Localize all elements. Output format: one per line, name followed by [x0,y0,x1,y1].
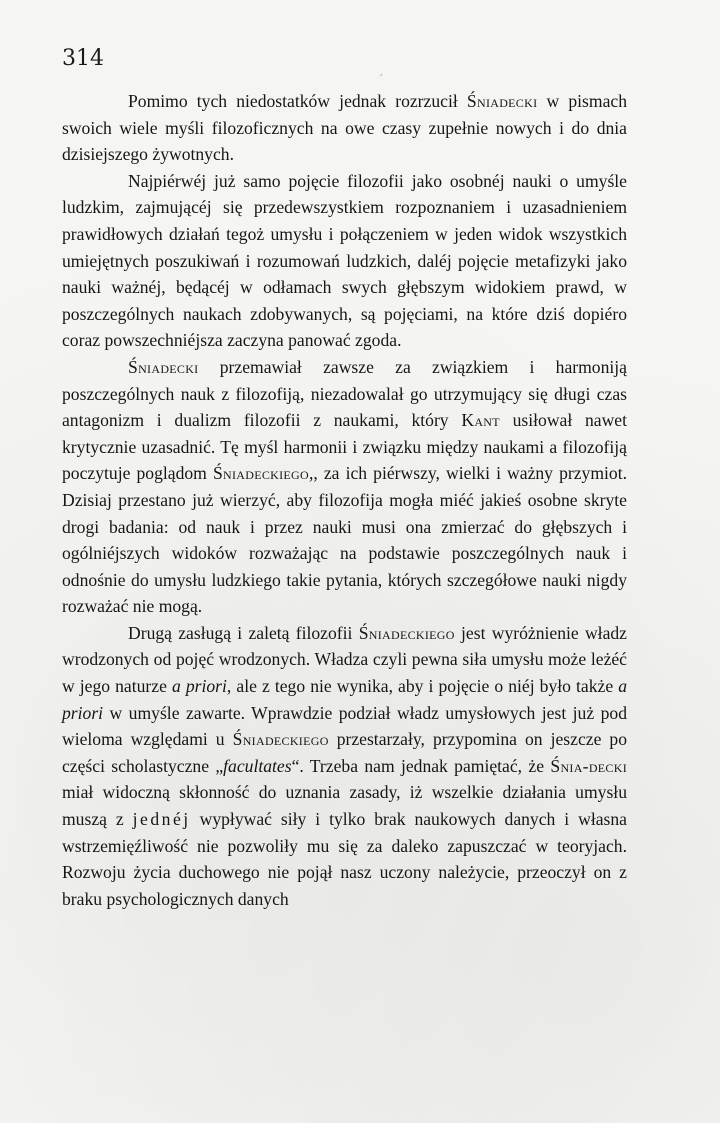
text-run-em: facultates [223,755,292,776]
text-run-sc: Śniadeckiego [358,622,455,643]
text-run: w umyśle zawarte. Wprawdzie podział władz umysłowych jest już pod wieloma względami u [62,702,627,750]
text-run: jest wyróżnienie władz wrodzonych od pojęć wrodzonych. Władza czyli pewna siła umysłu może leżéć w jego naturze [62,622,627,697]
text-run: Drugą zasługą i zaletą filozofii [128,622,359,643]
text-run: przemawiał zawsze za związkiem i harmoniją poszczególnych nauk z filozofiją, niezadowalał go utrzymujący się długi czas antagonizm i dualizm filozofii z naukami, który [62,356,627,431]
text-run: usiłował nawet krytycznie uzasadnić. Tę myśl harmonii i związku między naukami a filozofiją poczytuje poglądom [62,410,627,484]
body-text [62,88,627,912]
paragraph [62,354,627,620]
text-run-em: a priori [62,676,627,723]
text-run-sc: Śniadeckiego [212,463,309,484]
text-run-sc: Śniadecki [128,356,199,377]
paragraph [62,620,627,913]
page-number: 314 [62,46,104,71]
text-run-sc: Kant [461,410,500,431]
text-run-sc: Śniadecki [466,91,538,111]
text-run: , ale z tego nie wynika, aby i pojęcie o niéj było także [226,676,619,697]
text-run: w pismach swoich wiele myśli filozoficznych na owe czasy zupełnie nowych i do dnia dzisiejszego żywotnych. [62,91,628,165]
paragraph [62,168,627,354]
paragraph [62,88,627,168]
text-run: ,, za ich piérwszy, wielki i ważny przymiot. Dzisiaj przestano już wierzyć, aby filozofija mogła miéć jakieś osobne skryte drogi badania: od nauk i przez nauki musi ona zmierzać do głębszych i ogólniéjszych widoków rozważając na podstawie poszczególnych nauk i odnośnie do umysłu ludzkiego takie pytania, których szczegółowe nauki nigdy rozważać nie mogą. [62,463,627,617]
text-run: Najpiérwéj już samo pojęcie filozofii jako osobnéj nauki o umyśle ludzkim, zajmującéj się przedewszystkiem rozpoznaniem i uzasadnieniem prawidłowych działań tegoż umysłu i połączeniem w jeden widok wszystkich umiejętnych poszukiwań i rozumowań ludzkich, daléj pojęcie metafizyki jako nauki ważnéj, będącéj w odłamach swych głębszym widokiem prawd, w poszczególnych naukach zdobywanych, są pojęciami, na które dziś dopiéro coraz powszechniéjsza zaczyna panować zgoda. [62,170,627,351]
text-run: miał widoczną skłonność do uznania zasady, iż wszelkie działania umysłu muszą z [62,782,627,830]
text-run-sc: Śniadeckiego [232,729,329,750]
text-run-sc: Śnia-decki [550,755,627,776]
text-run: przestarzały, przypomina on jeszcze po części scholastyczne „ [62,729,627,776]
text-run: Pomimo tych niedostatków jednak rozrzucił [128,91,467,111]
text-run: wypływać siły i tylko brak naukowych danych i własna wstrzemięźliwość nie pozwoliły mu się za daleko zapuszczać w teoryjach. Rozwoju życia duchowego nie pojął nasz uczony należycie, przeoczył on z braku psychologicznych danych [62,809,627,909]
ink-speck: ′ [380,72,383,86]
text-run-em: a priori [171,676,227,697]
text-run: “. Trzeba nam jednak pamiętać, że [291,755,551,776]
text-run-spaced: jednéj [132,809,191,830]
